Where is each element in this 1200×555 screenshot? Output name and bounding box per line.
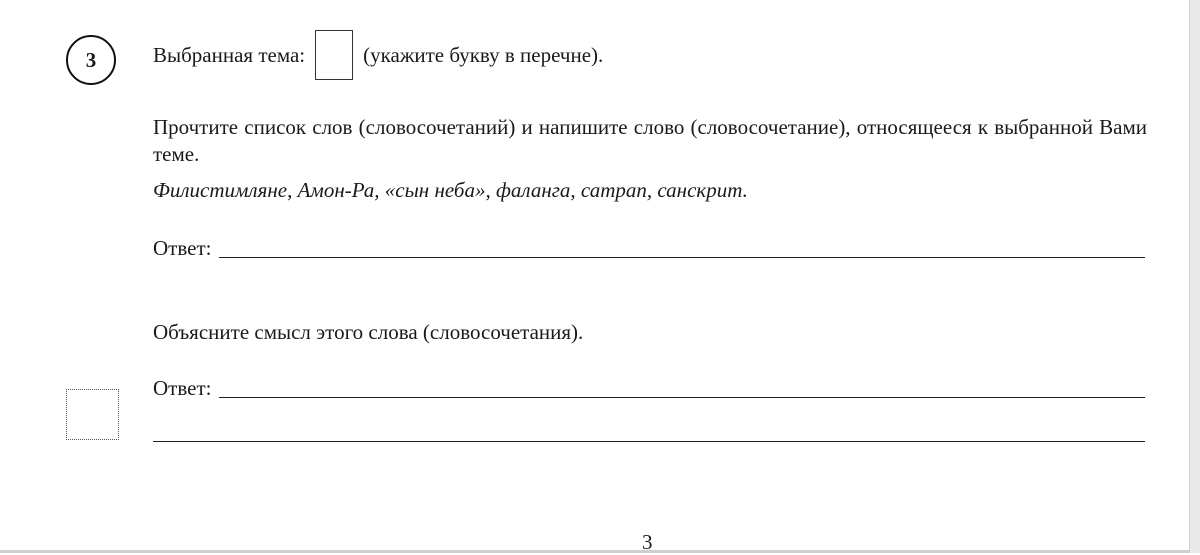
topic-letter-box[interactable]	[315, 30, 353, 80]
answer-row-2	[153, 376, 1145, 401]
answer-line[interactable]	[219, 396, 1145, 398]
score-box	[66, 389, 119, 440]
answer-label: Ответ:	[153, 236, 212, 260]
page-number: 3	[642, 530, 653, 554]
answer-row-1	[153, 236, 1145, 261]
task-number: 3	[85, 47, 97, 72]
answer-label: Ответ:	[153, 376, 212, 400]
topic-hint: (укажите букву в перечне).	[363, 42, 604, 67]
explain-prompt: Объясните смысл этого слова (словосочетания).	[153, 320, 584, 344]
topic-line	[153, 27, 603, 83]
instruction-text: Прочтите список слов (словосочетаний) и напишите слово (словосочетание), относящееся к выбранной Вами теме.	[153, 115, 1147, 166]
word-list: Филистимляне, Амон-Ра, «сын неба», фаланга, сатрап, санскрит.	[153, 178, 748, 202]
page-edge	[1189, 0, 1200, 553]
answer-line[interactable]	[219, 256, 1145, 258]
topic-label: Выбранная тема:	[153, 42, 306, 67]
task-number-badge	[66, 35, 116, 85]
answer-continuation-line[interactable]	[153, 441, 1145, 442]
